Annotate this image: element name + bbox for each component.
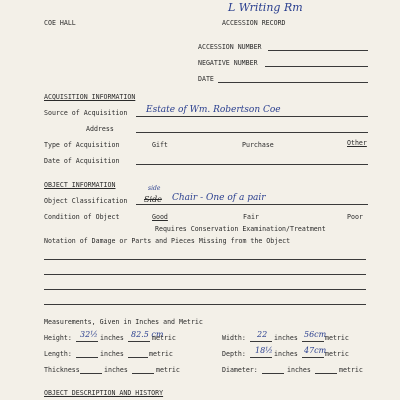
width-inches-field[interactable]: [250, 341, 272, 342]
height-label: Height:: [44, 334, 72, 342]
thickness-inches-label: inches: [104, 366, 128, 374]
damage-label: Notation of Damage or Parts and Pieces Missing from the Object: [44, 237, 291, 245]
length-metric-label: metric: [149, 350, 173, 358]
damage-line-4[interactable]: [44, 304, 366, 305]
classification-value: Chair - One of a pair: [172, 193, 266, 203]
length-metric-field[interactable]: [128, 357, 148, 358]
diameter-metric-label: metric: [339, 366, 363, 374]
depth-label: Depth:: [222, 350, 246, 358]
classification-struck: Side: [144, 195, 162, 204]
damage-line-3[interactable]: [44, 289, 366, 290]
diameter-inches-field[interactable]: [262, 373, 284, 374]
source-label: Source of Acquisition: [44, 109, 128, 117]
classification-label: Object Classification: [44, 197, 128, 205]
height-metric-value: 82.5 cm: [131, 330, 164, 339]
source-field[interactable]: [136, 116, 368, 117]
measurements-intro: Measurements, Given in Inches and Metric: [44, 318, 203, 326]
depth-inches-value: 18½: [255, 346, 273, 355]
organization-name: COE HALL: [44, 19, 76, 27]
classification-insert: side: [148, 185, 161, 192]
depth-inches-label: inches: [274, 350, 298, 358]
width-metric-value: 56cm: [304, 330, 327, 339]
acquisition-section-title: ACQUISITION INFORMATION: [44, 93, 136, 101]
condition-option-good[interactable]: Good: [152, 213, 168, 221]
type-option-other[interactable]: Other: [347, 139, 367, 147]
height-inches-value: 32½: [80, 330, 98, 339]
length-label: Length:: [44, 350, 72, 358]
source-value: Estate of Wm. Robertson Coe: [146, 105, 281, 115]
width-inches-value: 22: [257, 330, 268, 339]
depth-metric-label: metric: [325, 350, 349, 358]
type-option-purchase[interactable]: Purchase: [242, 141, 274, 149]
type-of-acquisition-label: Type of Acquisition: [44, 141, 120, 149]
damage-line-1[interactable]: [44, 259, 366, 260]
width-metric-label: metric: [325, 334, 349, 342]
diameter-metric-field[interactable]: [315, 373, 337, 374]
depth-metric-field[interactable]: [302, 357, 324, 358]
height-metric-label: metric: [152, 334, 176, 342]
thickness-metric-field[interactable]: [132, 373, 154, 374]
condition-option-poor[interactable]: Poor: [347, 213, 363, 221]
object-section-title: OBJECT INFORMATION: [44, 181, 116, 189]
condition-option-fair[interactable]: Fair: [243, 213, 259, 221]
date-label: DATE: [198, 75, 214, 83]
condition-label: Condition of Object: [44, 213, 120, 221]
thickness-metric-label: metric: [156, 366, 180, 374]
classification-field[interactable]: [136, 204, 368, 205]
height-metric-field[interactable]: [128, 341, 150, 342]
negative-number-label: NEGATIVE NUMBER: [198, 59, 258, 67]
conservation-note: Requires Conservation Examination/Treatment: [155, 225, 326, 233]
accession-number-label: ACCESSION NUMBER: [198, 43, 262, 51]
address-field[interactable]: [136, 132, 368, 133]
depth-metric-value: 47cm: [304, 346, 327, 355]
length-inches-label: inches: [100, 350, 124, 358]
date-field[interactable]: [218, 82, 368, 83]
damage-line-2[interactable]: [44, 274, 366, 275]
diameter-label: Diameter:: [222, 366, 258, 374]
form-title: ACCESSION RECORD: [222, 19, 286, 27]
height-inches-label: inches: [100, 334, 124, 342]
diameter-inches-label: inches: [287, 366, 311, 374]
date-of-acquisition-label: Date of Acquisition: [44, 157, 120, 165]
description-section-title: OBJECT DESCRIPTION AND HISTORY: [44, 389, 164, 397]
negative-number-field[interactable]: [265, 66, 368, 67]
type-option-gift[interactable]: Gift: [152, 141, 168, 149]
width-inches-label: inches: [274, 334, 298, 342]
width-metric-field[interactable]: [302, 341, 324, 342]
address-label: Address: [86, 125, 114, 133]
thickness-label: Thickness: [44, 366, 80, 374]
depth-inches-field[interactable]: [250, 357, 272, 358]
handwritten-location: L Writing Rm: [228, 1, 303, 14]
height-inches-field[interactable]: [76, 341, 98, 342]
date-of-acquisition-field[interactable]: [136, 164, 368, 165]
thickness-inches-field[interactable]: [80, 373, 102, 374]
accession-number-field[interactable]: [268, 50, 368, 51]
length-inches-field[interactable]: [76, 357, 98, 358]
width-label: Width:: [222, 334, 246, 342]
